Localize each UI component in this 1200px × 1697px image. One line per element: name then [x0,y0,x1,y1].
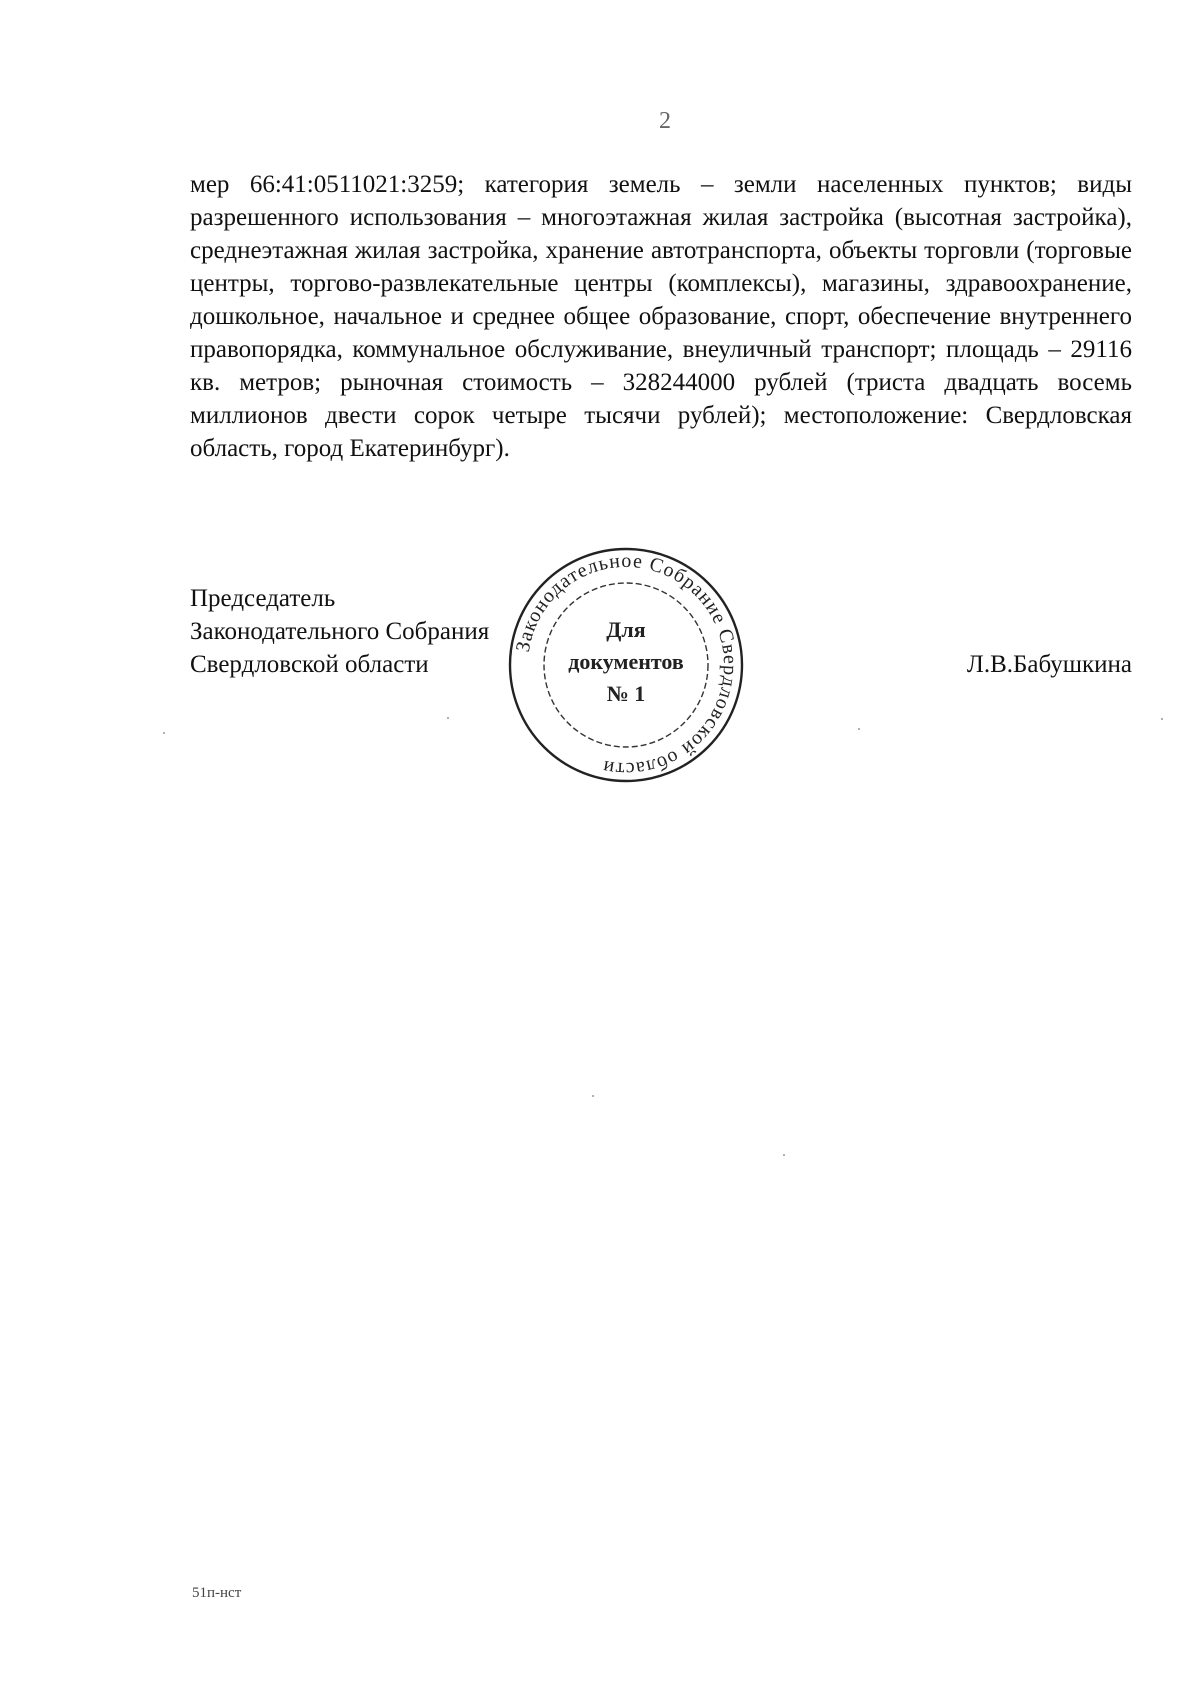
seal-center-line-2: документов [568,649,684,674]
scan-speck [447,717,449,719]
signatory-name: Л.В.Бабушкина [966,651,1132,678]
signature-position [190,582,489,681]
scan-speck [783,1154,785,1156]
position-line-2: Законодательного Собрания [190,618,490,645]
position-line-3: Свердловской области [190,651,429,678]
scan-speck [163,732,165,734]
seal-center-line-3: № 1 [606,681,646,706]
body-paragraph: мер 66:41:0511021:3259; категория земель – земли населенных пунктов; виды разрешенного использования – многоэтажная жилая застройка (высотная застройка), среднеэтажная жилая застройка, хранение автотранспорта, объекты торговли (торговые центры, торгово-развлекательные центры (комплексы), магазины, здравоохранение, дошкольное, начальное и среднее общее образование, спорт, обеспечение внутреннего правопорядка, коммунальное обслуживание, внеуличный транспорт; площадь – 29116 кв. метров; рыночная стоимость – 328244000 рублей (триста двадцать восемь миллионов двести сорок четыре тысячи рублей); местоположение: Свердловская область, город Екатеринбург). [190,171,1132,462]
seal-center-line-1: Для [606,617,646,642]
seal-ring-text: Законодательное Собрание Свердловской области [511,549,742,781]
scan-speck [592,1095,594,1097]
position-line-1: Председатель [190,585,336,612]
scan-speck [1161,718,1163,720]
official-seal [506,545,746,785]
page-number: 2 [659,108,671,134]
scan-speck [858,728,860,730]
footer-code: 51п-нст [192,1585,242,1601]
